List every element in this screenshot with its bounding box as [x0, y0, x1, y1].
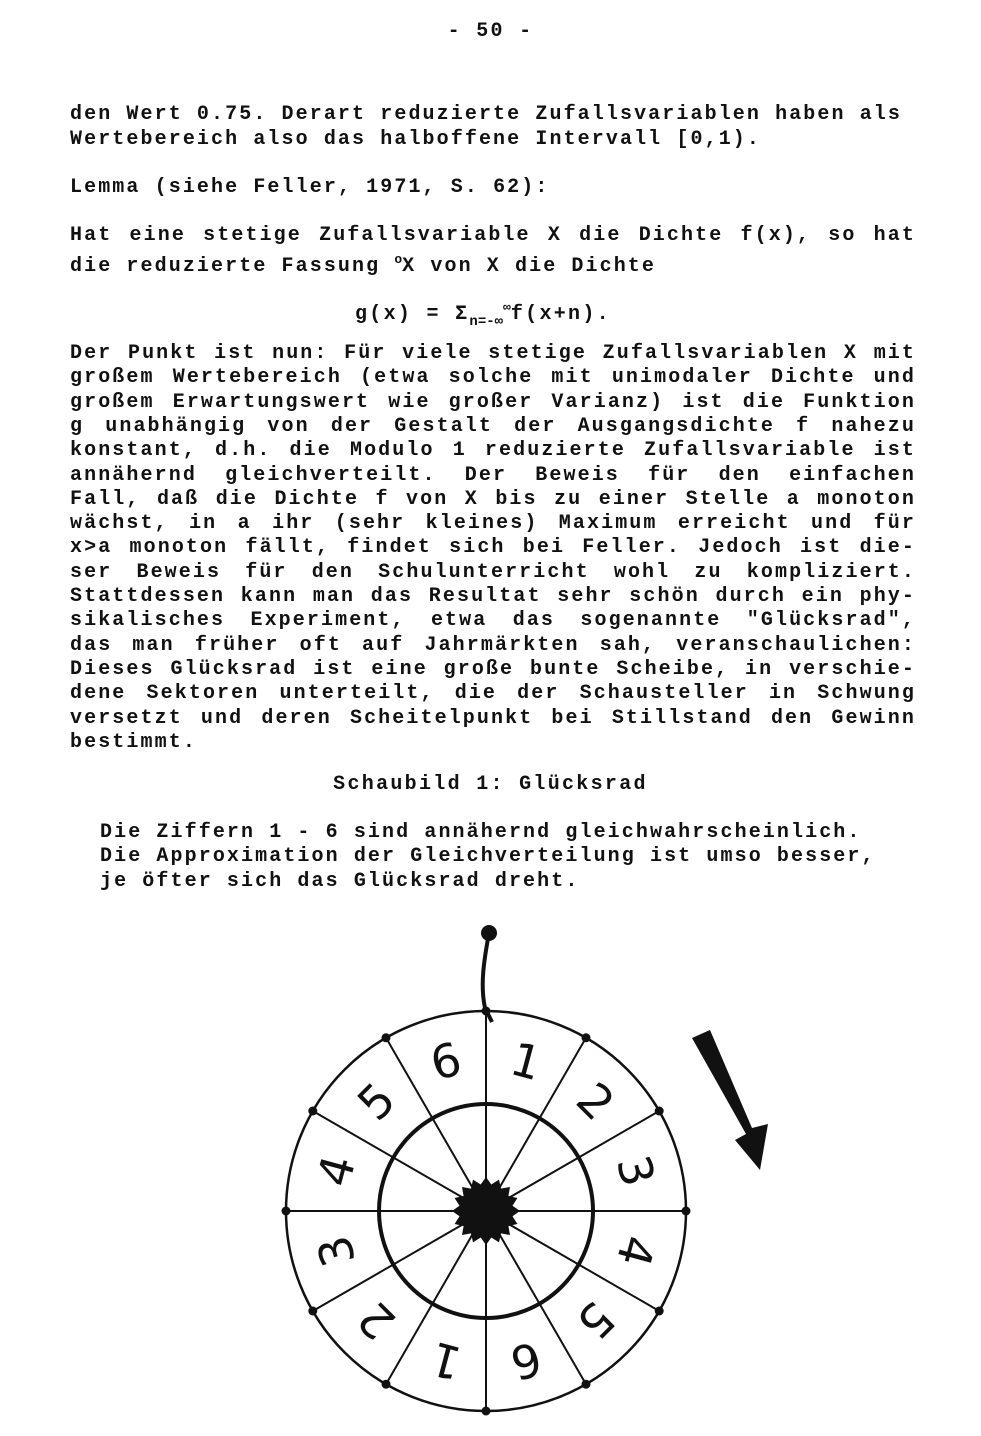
rim-dot [655, 1107, 664, 1116]
formula-lhs: g(x) = Σ [355, 303, 470, 326]
sector-label: 4 [605, 1229, 666, 1273]
sector-label: 5 [346, 1071, 406, 1131]
rim-dot [382, 1380, 391, 1389]
figure-caption: Schaubild 1: Glücksrad [333, 773, 648, 796]
paragraph-line: konstant, d.h. die Modulo 1 reduzierte Zufallsvariable ist [70, 439, 916, 463]
rim-dot [582, 1033, 591, 1042]
paragraph-line: bestimmt. [70, 730, 197, 754]
text-line: Wertebereich also das halboffene Intervall [0,1). [70, 128, 761, 151]
rim-dot [582, 1380, 591, 1389]
paragraph-line: annähernd gleichverteilt. Der Beweis für den einfachen [70, 463, 916, 487]
wheel [282, 1007, 691, 1416]
wheel-hub [452, 1177, 520, 1245]
figure-description-line: je öfter sich das Glücksrad dreht. [100, 870, 580, 893]
rim-dot [308, 1107, 317, 1116]
sector-label: 6 [504, 1330, 548, 1391]
sector-label: 1 [504, 1031, 548, 1092]
sector-label: 4 [306, 1149, 367, 1193]
paragraph-line: ser Beweis für den Schulunterricht wohl zu kompliziert. [70, 560, 916, 584]
paragraph-line: sikalisches Experiment, etwa das sogenannte "Glücksrad", [70, 609, 916, 633]
sector-label: 6 [424, 1031, 468, 1092]
paragraph-line: Stattdessen kann man das Resultat sehr schön durch ein phy- [70, 585, 916, 608]
sector-label: 3 [306, 1229, 367, 1273]
lemma-line: Hat eine stetige Zufallsvariable X die Dichte f(x), so hat [70, 224, 916, 247]
sector-label: 5 [566, 1291, 626, 1351]
rim-dot [382, 1033, 391, 1042]
paragraph-line: Fall, daß die Dichte f von X bis zu einer Stelle a monoton [70, 487, 916, 511]
sector-label: 2 [346, 1291, 406, 1351]
paragraph-line: g unabhängig von der Gestalt der Ausgangsdichte f nahezu [70, 414, 916, 438]
figure-description-line: Die Approximation der Gleichverteilung ist umso besser, [100, 845, 876, 868]
sector-label: 3 [605, 1149, 666, 1193]
rim-dot [482, 1407, 491, 1416]
lemma-source: (siehe Feller, 1971, S. 62): [140, 176, 550, 199]
formula-sup: ∞ [503, 300, 511, 315]
text: die reduzierte Fassung [70, 255, 395, 278]
formula-rhs: f(x+n). [510, 303, 611, 326]
paragraph-line: großem Erwartungswert wie großer Varianz) ist die Funktion [70, 390, 916, 414]
paragraph-line: dene Sektoren unterteilt, die der Schausteller in Schwung [70, 682, 916, 706]
paragraph-line: großem Wertebereich (etwa solche mit unimodaler Dichte und [70, 366, 916, 390]
superscript: o [394, 252, 403, 267]
sector-label: 2 [566, 1071, 626, 1131]
paragraph-line: versetzt und deren Scheitelpunkt bei Stillstand den Gewinn [70, 706, 916, 730]
rim-dot [282, 1207, 291, 1216]
paragraph-line: Dieses Glücksrad ist eine große bunte Scheibe, in verschie- [70, 657, 916, 681]
paragraph-line: x>a monoton fällt, findet sich bei Feller. Jedoch ist die- [70, 536, 916, 560]
page-number: - 50 - [447, 20, 534, 43]
figure-description-line: Die Ziffern 1 - 6 sind annähernd gleichwahrscheinlich. [100, 821, 862, 844]
rim-dot [682, 1207, 691, 1216]
lemma-label: Lemma [70, 176, 141, 199]
paragraph-line: Der Punkt ist nun: Für viele stetige Zufallsvariablen X mit [70, 342, 916, 365]
sector-label: 1 [424, 1330, 468, 1391]
text-line: den Wert 0.75. Derart reduzierte Zufallsvariablen haben als [70, 103, 903, 126]
text: X von X die Dichte [402, 255, 657, 278]
rim-dot [308, 1307, 317, 1316]
formula-sub: n=-∞ [469, 314, 504, 330]
paragraph-line: wächst, in a ihr (sehr kleines) Maximum erreicht und für [70, 512, 916, 536]
pointer [483, 933, 492, 1022]
rotation-arrow-icon [692, 1030, 768, 1170]
pointer-knob [481, 925, 497, 941]
paragraph-line: das man früher oft auf Jahrmärkten sah, veranschaulichen: [70, 633, 916, 657]
rim-dot [655, 1307, 664, 1316]
